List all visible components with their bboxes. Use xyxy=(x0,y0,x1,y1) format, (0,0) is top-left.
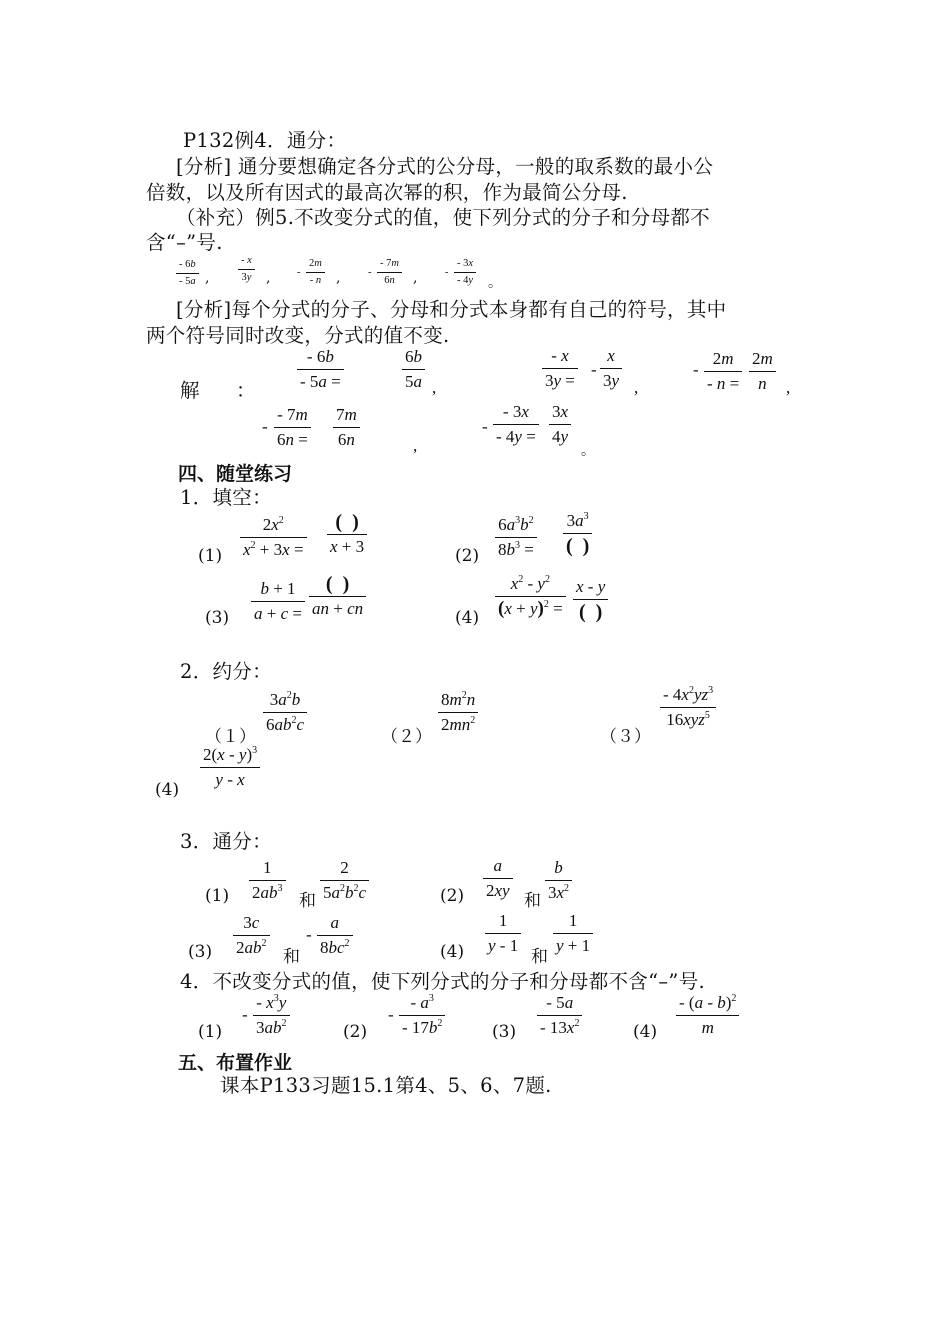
small-fraction-1: - 6b - 5a xyxy=(176,259,199,288)
common-fraction-1a: 1 $2ab^3$ xyxy=(249,858,286,903)
solve-label: 解 xyxy=(180,379,200,402)
solution-fraction-1b: 6b 5a xyxy=(402,347,425,392)
fill-fraction-2b: $3a^3$ ( ) xyxy=(563,511,592,556)
solution-fraction-2a: - x 3y = xyxy=(542,346,578,391)
example4-line: P132例4．通分： xyxy=(183,129,347,152)
solution-fraction-3b: 2m n xyxy=(749,349,776,394)
common-fraction-2a: a 2xy xyxy=(483,856,513,901)
sign-fraction-3: - 5a - $13x^2$ xyxy=(537,993,582,1038)
solution-fraction-5a: - 3x - 4y = xyxy=(493,402,539,447)
common-fraction-1b: 2 $5a^2b^2c$ xyxy=(320,858,369,903)
solution-fraction-4a: - 7m 6n = xyxy=(274,405,311,450)
small-fraction-5: - 3x - 4y xyxy=(454,258,476,287)
reduce-fraction-3: - $4x^2yz^3$ 16xyz$^5$ xyxy=(660,685,716,730)
reduce-fraction-4: 2(x - y)$^3$ y - x xyxy=(200,745,260,790)
reduce-fraction-1: $3a^2b$ $6ab^2c$ xyxy=(263,690,307,735)
fill-fraction-3a: b + 1 a + c = xyxy=(251,579,305,624)
fill-fraction-1a: $2x^2$ $x^2 + 3x$ = xyxy=(240,515,307,560)
common-fraction-3b: a $8bc^2$ xyxy=(317,913,353,958)
fill-fraction-2a: $6a^3b^2$ $8b^3$ = xyxy=(495,515,537,560)
small-fraction-3: 2m - n xyxy=(306,258,325,287)
section-four-heading: 四、随堂练习 xyxy=(178,463,293,485)
supplement-line1: （补充）例5.不改变分式的值，使下列分式的分子和分母都不 xyxy=(176,206,711,229)
solution-fraction-2b: x 3y xyxy=(600,346,622,391)
common-fraction-3a: 3c $2ab^2$ xyxy=(233,913,270,958)
small-fraction-4: - 7m 6n xyxy=(377,258,402,287)
solution-fraction-5b: 3x 4y xyxy=(549,402,571,447)
common-fraction-4a: 1 y - 1 xyxy=(485,911,521,956)
fill-fraction-4a: $x^2 - y^2$ $(x + y)^2$ = xyxy=(495,574,566,619)
reduce-fraction-2: $8m^2n$ $2mn^2$ xyxy=(438,690,478,735)
exercise-4-title: 4．不改变分式的值，使下列分式的分子和分母都不含“–”号. xyxy=(180,970,705,993)
fill-fraction-1b: ( ) x + 3 xyxy=(327,512,367,557)
homework-line: 课本P133习题15.1第4、5、6、7题. xyxy=(220,1074,552,1097)
common-fraction-4b: 1 y + 1 xyxy=(553,911,593,956)
sign-fraction-1: - $x^3y$ $3ab^2$ xyxy=(253,993,290,1038)
analysis1-line1: [分析] 通分要想确定各分式的公分母，一般的取系数的最小公 xyxy=(176,155,714,178)
common-fraction-2b: b $3x^2$ xyxy=(545,858,572,903)
analysis2-line2: 两个符号同时改变，分式的值不变. xyxy=(146,324,450,347)
sign-fraction-2: - $a^3$ - $17b^2$ xyxy=(399,993,445,1038)
sign-fraction-4: - (a - b)$^2$ m xyxy=(676,993,739,1038)
supplement-line2: 含“–”号. xyxy=(146,231,223,254)
solution-fraction-3a: 2m - n = xyxy=(704,349,742,394)
solution-fraction-1a: - 6b - 5a = xyxy=(297,347,344,392)
analysis2-line1: [分析]每个分式的分子、分母和分式本身都有自己的符号，其中 xyxy=(176,298,727,321)
fill-fraction-3b: ( ) an + cn xyxy=(309,574,366,619)
exercise-1-title: 1．填空： xyxy=(180,486,272,509)
solution-fraction-4b: 7m 6n xyxy=(333,405,360,450)
analysis1-line2: 倍数，以及所有因式的最高次幂的积，作为最简公分母. xyxy=(146,181,628,204)
section-five-heading: 五、布置作业 xyxy=(178,1052,293,1074)
exercise-3-title: 3．通分： xyxy=(180,830,272,853)
fill-fraction-4b: x - y ( ) xyxy=(573,577,608,622)
small-fraction-2: - x 3y xyxy=(238,255,255,284)
exercise-2-title: 2．约分： xyxy=(180,660,272,683)
